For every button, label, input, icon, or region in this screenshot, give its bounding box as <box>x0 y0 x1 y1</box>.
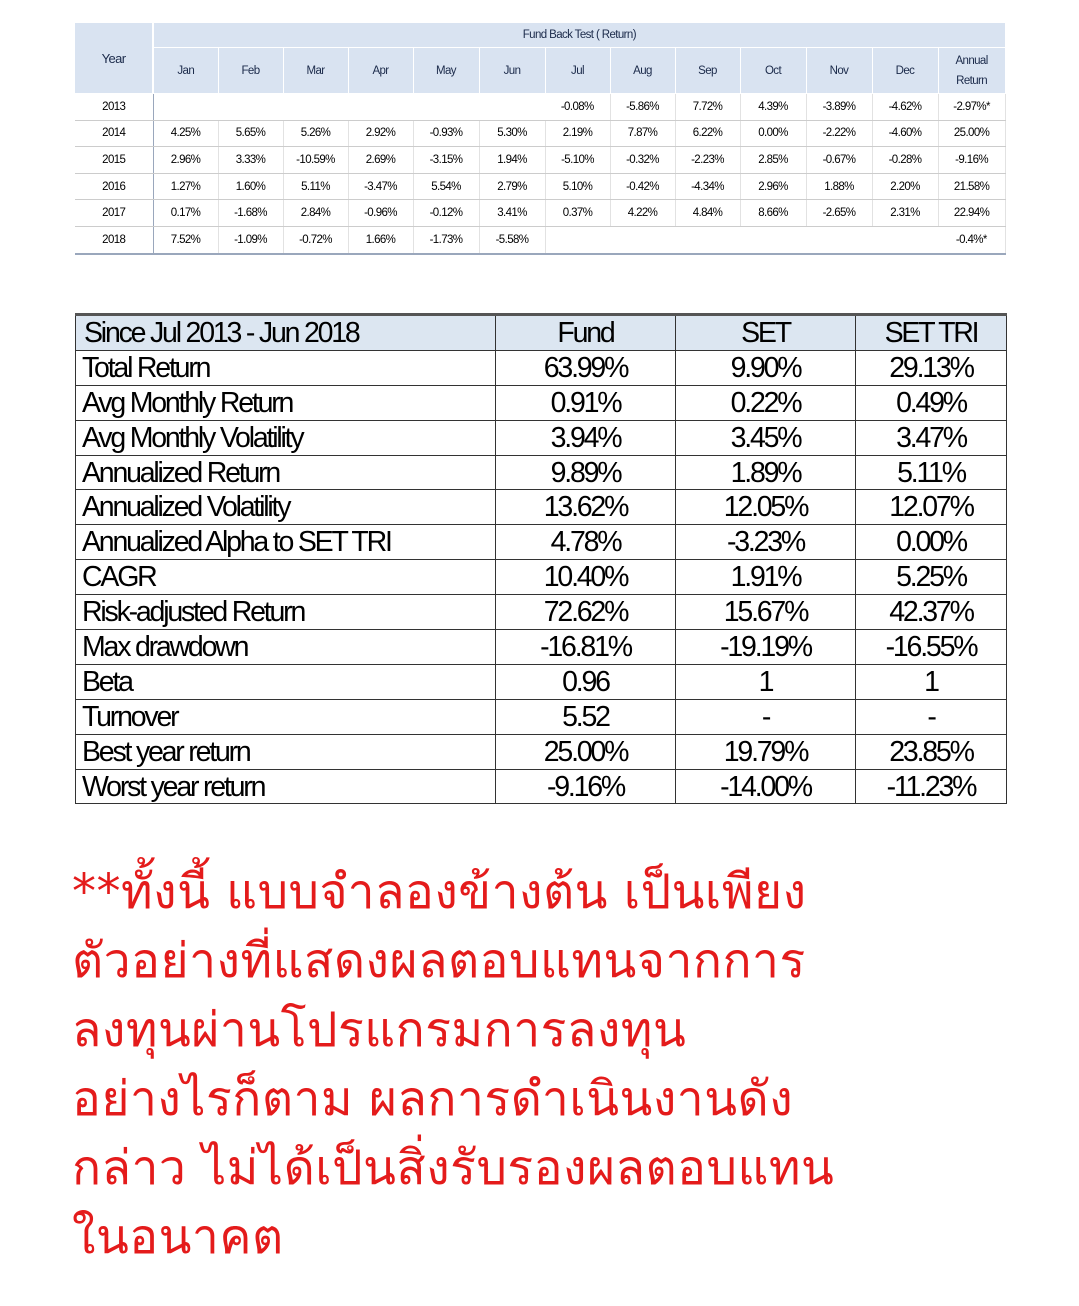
disclaimer-line: อย่างไรก็ตาม ผลการดำเนินงานดัง <box>72 1071 794 1127</box>
annual-return-cell: -0.4%* <box>938 226 1005 253</box>
month-header: Mar <box>283 48 348 94</box>
set-tri-value: 3.47% <box>856 420 1007 455</box>
monthly-table-body <box>75 94 1005 254</box>
set-tri-header: SET TRI <box>856 315 1007 351</box>
month-return-cell: -1.68% <box>218 200 283 227</box>
month-return-cell: 1.88% <box>806 173 872 200</box>
metric-label: Annualized Alpha to SET TRI <box>76 525 496 560</box>
set-value: 1 <box>676 664 856 699</box>
set-tri-value: - <box>856 699 1007 734</box>
set-value: 1.91% <box>676 560 856 595</box>
set-header: SET <box>676 315 856 351</box>
metric-label: Turnover <box>76 699 496 734</box>
month-header-row <box>75 48 1005 94</box>
annual-header-line: Annual <box>955 54 988 67</box>
annual-header-line: Return <box>956 74 988 87</box>
month-header: Apr <box>348 48 413 94</box>
month-return-cell: 5.65% <box>218 120 283 147</box>
fund-value: 0.91% <box>496 385 676 420</box>
set-tri-value: 5.11% <box>856 455 1007 490</box>
metric-label: Total Return <box>76 350 496 385</box>
month-return-cell: 2.92% <box>348 120 413 147</box>
fund-value: -16.81% <box>496 630 676 665</box>
set-tri-value: 23.85% <box>856 734 1007 769</box>
disclaimer-line: ตัวอย่างที่แสดงผลตอบแทนจากการ <box>72 933 806 989</box>
month-return-cell: -0.32% <box>610 147 675 174</box>
disclaimer-line: กล่าว ไม่ได้เป็นสิ่งรับรองผลตอบแทน <box>72 1140 835 1196</box>
month-return-cell <box>348 94 413 121</box>
month-return-cell: -4.34% <box>675 173 740 200</box>
month-return-cell: -4.62% <box>872 94 938 121</box>
annual-return-cell: 25.00% <box>938 120 1005 147</box>
month-return-cell: -2.22% <box>806 120 872 147</box>
month-return-cell: 0.37% <box>545 200 610 227</box>
performance-summary-table <box>75 313 1007 804</box>
month-return-cell: 5.54% <box>413 173 479 200</box>
fund-value: 63.99% <box>496 350 676 385</box>
month-return-cell: 2.85% <box>740 147 806 174</box>
annual-return-cell: -9.16% <box>938 147 1005 174</box>
metric-label: CAGR <box>76 560 496 595</box>
monthly-table-title: Fund Back Test ( Return) <box>153 23 1005 48</box>
month-return-cell <box>806 226 872 253</box>
year-cell: 2014 <box>75 120 153 147</box>
month-return-cell: -0.72% <box>283 226 348 253</box>
set-value: -14.00% <box>676 769 856 804</box>
metric-label: Best year return <box>76 734 496 769</box>
month-return-cell: 2.96% <box>740 173 806 200</box>
monthly-row <box>75 94 1005 121</box>
period-header: Since Jul 2013 - Jun 2018 <box>76 315 496 351</box>
summary-header-row <box>76 315 1007 351</box>
set-tri-value: 5.25% <box>856 560 1007 595</box>
month-return-cell: 2.31% <box>872 200 938 227</box>
month-header: Sep <box>675 48 740 94</box>
summary-row <box>76 525 1007 560</box>
set-value: -3.23% <box>676 525 856 560</box>
month-return-cell: 6.22% <box>675 120 740 147</box>
month-return-cell: -2.23% <box>675 147 740 174</box>
fund-value: 13.62% <box>496 490 676 525</box>
month-header: Feb <box>218 48 283 94</box>
summary-row <box>76 595 1007 630</box>
set-value: 3.45% <box>676 420 856 455</box>
month-return-cell: 2.20% <box>872 173 938 200</box>
year-cell: 2018 <box>75 226 153 253</box>
month-return-cell: -0.42% <box>610 173 675 200</box>
month-header: Aug <box>610 48 675 94</box>
month-return-cell: -0.28% <box>872 147 938 174</box>
month-return-cell <box>740 226 806 253</box>
monthly-row <box>75 147 1005 174</box>
month-header: Jan <box>153 48 218 94</box>
month-return-cell: 1.27% <box>153 173 218 200</box>
month-return-cell: -3.89% <box>806 94 872 121</box>
summary-row <box>76 385 1007 420</box>
set-value: - <box>676 699 856 734</box>
annual-return-cell: 21.58% <box>938 173 1005 200</box>
month-return-cell: -4.60% <box>872 120 938 147</box>
metric-label: Avg Monthly Return <box>76 385 496 420</box>
set-value: 1.89% <box>676 455 856 490</box>
annual-return-cell: -2.97%* <box>938 94 1005 121</box>
metric-label: Annualized Return <box>76 455 496 490</box>
month-return-cell: 4.25% <box>153 120 218 147</box>
set-tri-value: -16.55% <box>856 630 1007 665</box>
year-cell: 2016 <box>75 173 153 200</box>
set-value: 19.79% <box>676 734 856 769</box>
month-return-cell: 0.17% <box>153 200 218 227</box>
month-return-cell: -0.12% <box>413 200 479 227</box>
month-return-cell: 1.94% <box>479 147 545 174</box>
fund-header: Fund <box>496 315 676 351</box>
summary-row <box>76 350 1007 385</box>
month-return-cell: 4.22% <box>610 200 675 227</box>
month-return-cell: 7.52% <box>153 226 218 253</box>
month-return-cell: -10.59% <box>283 147 348 174</box>
month-return-cell: 3.33% <box>218 147 283 174</box>
month-return-cell: -3.15% <box>413 147 479 174</box>
month-return-cell: 7.72% <box>675 94 740 121</box>
summary-table-body <box>76 350 1007 804</box>
monthly-row <box>75 120 1005 147</box>
fund-value: 10.40% <box>496 560 676 595</box>
summary-row <box>76 560 1007 595</box>
month-return-cell: 4.84% <box>675 200 740 227</box>
month-return-cell: 5.11% <box>283 173 348 200</box>
set-value: 0.22% <box>676 385 856 420</box>
month-return-cell: 2.69% <box>348 147 413 174</box>
fund-value: 9.89% <box>496 455 676 490</box>
summary-row <box>76 769 1007 804</box>
month-return-cell: 2.96% <box>153 147 218 174</box>
annual-return-cell: 22.94% <box>938 200 1005 227</box>
monthly-row <box>75 200 1005 227</box>
month-header: Jun <box>479 48 545 94</box>
monthly-row <box>75 226 1005 253</box>
set-value: 9.90% <box>676 350 856 385</box>
month-return-cell: -3.47% <box>348 173 413 200</box>
set-tri-value: 29.13% <box>856 350 1007 385</box>
month-return-cell: 1.66% <box>348 226 413 253</box>
metric-label: Annualized Volatility <box>76 490 496 525</box>
metric-label: Worst year return <box>76 769 496 804</box>
fund-value: 0.96 <box>496 664 676 699</box>
summary-row <box>76 630 1007 665</box>
month-return-cell: 8.66% <box>740 200 806 227</box>
month-return-cell: 5.10% <box>545 173 610 200</box>
month-return-cell: 2.84% <box>283 200 348 227</box>
month-return-cell: 0.00% <box>740 120 806 147</box>
month-return-cell <box>479 94 545 121</box>
year-cell: 2015 <box>75 147 153 174</box>
set-value: -19.19% <box>676 630 856 665</box>
set-value: 12.05% <box>676 490 856 525</box>
month-return-cell <box>610 226 675 253</box>
month-return-cell: -0.96% <box>348 200 413 227</box>
set-tri-value: 1 <box>856 664 1007 699</box>
set-tri-value: 42.37% <box>856 595 1007 630</box>
fund-value: 4.78% <box>496 525 676 560</box>
month-header: Dec <box>872 48 938 94</box>
set-value: 15.67% <box>676 595 856 630</box>
month-header: Nov <box>806 48 872 94</box>
set-tri-value: 12.07% <box>856 490 1007 525</box>
month-return-cell: 5.26% <box>283 120 348 147</box>
month-return-cell: -0.93% <box>413 120 479 147</box>
year-header: Year <box>75 23 153 94</box>
summary-row <box>76 490 1007 525</box>
year-cell: 2017 <box>75 200 153 227</box>
fund-value: 25.00% <box>496 734 676 769</box>
month-return-cell: -0.08% <box>545 94 610 121</box>
annual-return-header <box>938 48 1005 94</box>
month-return-cell <box>283 94 348 121</box>
month-return-cell <box>545 226 610 253</box>
monthly-row <box>75 173 1005 200</box>
fund-value: 72.62% <box>496 595 676 630</box>
metric-label: Beta <box>76 664 496 699</box>
metric-label: Risk-adjusted Return <box>76 595 496 630</box>
fund-value: 5.52 <box>496 699 676 734</box>
monthly-return-table <box>75 23 1006 255</box>
month-header: Jul <box>545 48 610 94</box>
month-return-cell: -1.73% <box>413 226 479 253</box>
summary-row <box>76 664 1007 699</box>
month-return-cell: 4.39% <box>740 94 806 121</box>
summary-row <box>76 455 1007 490</box>
month-header: May <box>413 48 479 94</box>
month-return-cell: -2.65% <box>806 200 872 227</box>
disclaimer-line: **ทั้งนี้ แบบจำลองข้างต้น เป็นเพียง <box>72 864 807 920</box>
disclaimer-line: ในอนาคต <box>72 1209 284 1265</box>
year-cell: 2013 <box>75 94 153 121</box>
month-return-cell <box>872 226 938 253</box>
month-return-cell: -0.67% <box>806 147 872 174</box>
summary-row <box>76 699 1007 734</box>
month-return-cell: 7.87% <box>610 120 675 147</box>
month-return-cell: 5.30% <box>479 120 545 147</box>
month-return-cell <box>218 94 283 121</box>
metric-label: Avg Monthly Volatility <box>76 420 496 455</box>
summary-row <box>76 420 1007 455</box>
month-return-cell: 2.79% <box>479 173 545 200</box>
month-return-cell: 2.19% <box>545 120 610 147</box>
set-tri-value: -11.23% <box>856 769 1007 804</box>
month-return-cell: -1.09% <box>218 226 283 253</box>
month-return-cell: 1.60% <box>218 173 283 200</box>
month-return-cell <box>413 94 479 121</box>
month-return-cell: -5.58% <box>479 226 545 253</box>
month-return-cell <box>675 226 740 253</box>
month-return-cell <box>153 94 218 121</box>
month-return-cell: -5.10% <box>545 147 610 174</box>
metric-label: Max drawdown <box>76 630 496 665</box>
fund-value: 3.94% <box>496 420 676 455</box>
disclaimer-text <box>72 858 1032 1272</box>
set-tri-value: 0.00% <box>856 525 1007 560</box>
month-return-cell: 3.41% <box>479 200 545 227</box>
month-header: Oct <box>740 48 806 94</box>
summary-row <box>76 734 1007 769</box>
month-return-cell: -5.86% <box>610 94 675 121</box>
fund-value: -9.16% <box>496 769 676 804</box>
disclaimer-line: ลงทุนผ่านโปรแกรมการลงทุน <box>72 1002 687 1058</box>
set-tri-value: 0.49% <box>856 385 1007 420</box>
